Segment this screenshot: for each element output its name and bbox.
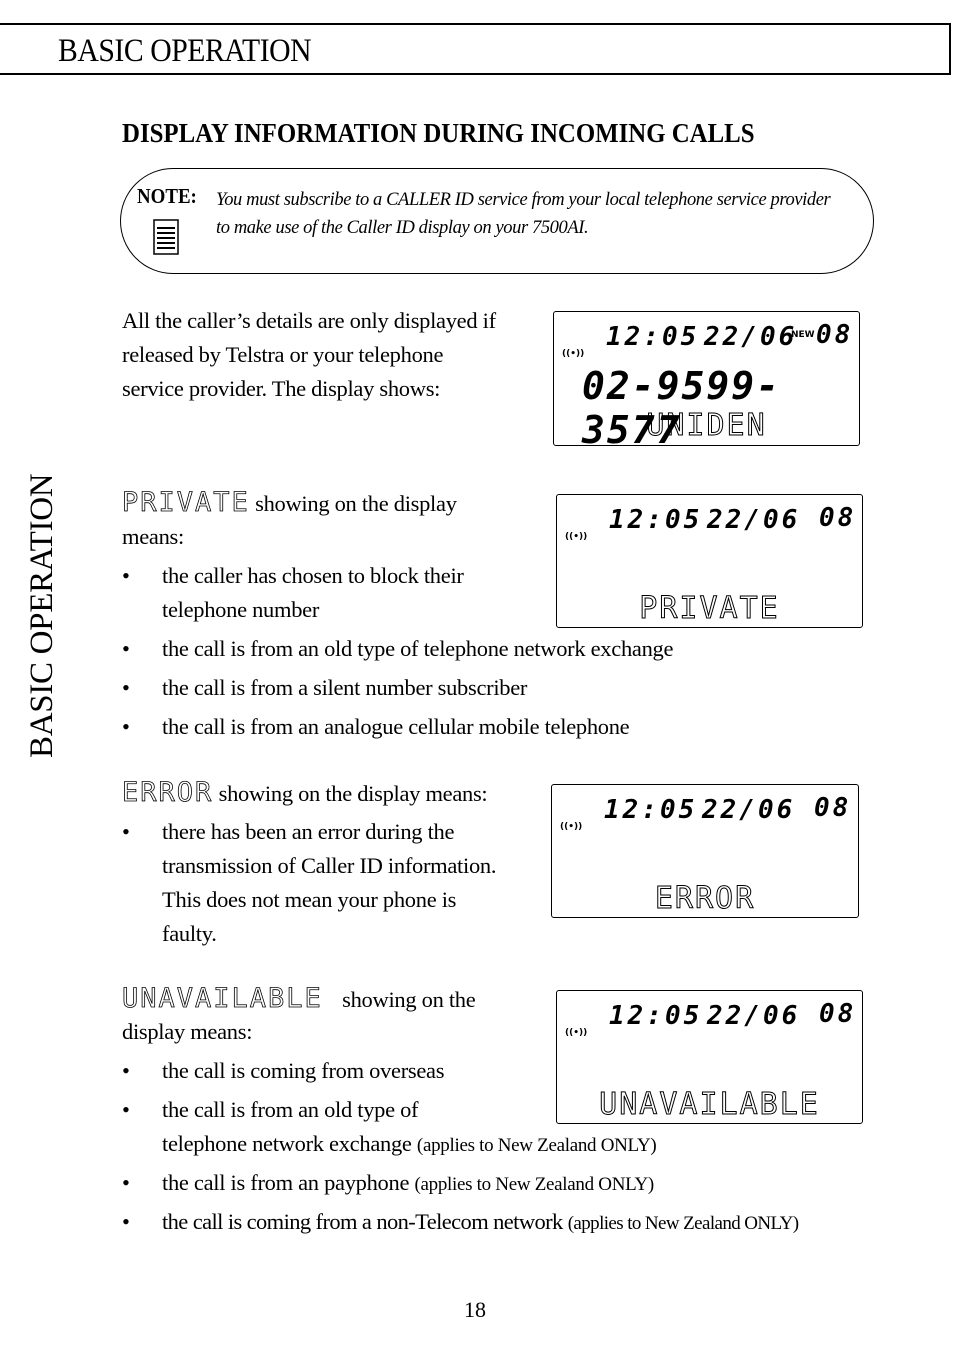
bullet-text: there has been an error during the <box>162 819 455 844</box>
bullet-text: the call is from an old type of telephone network exchange <box>162 636 674 661</box>
lcd-time: 12:05 <box>609 1001 703 1031</box>
bullet-text: This does not mean your phone is <box>162 887 457 912</box>
bullet-dot: • <box>122 819 130 844</box>
bullet-dot: • <box>122 714 130 739</box>
bullet-text <box>162 1127 656 1163</box>
bullet-text: the call is from an old type of <box>162 1097 419 1122</box>
lcd-display-private <box>556 494 863 628</box>
lcd-time: 12:05 <box>609 505 703 535</box>
private-lead-text: showing on the display <box>255 491 457 516</box>
unavailable-lead <box>122 982 475 1017</box>
nz-only-note: (applies to New Zealand ONLY) <box>414 1174 654 1195</box>
intro-paragraph <box>122 304 496 406</box>
nz-only-note: (applies to New Zealand ONLY) <box>567 1213 799 1234</box>
bullet-dot: • <box>122 1209 130 1234</box>
intro-line: released by Telstra or your telephone <box>122 342 444 367</box>
unavailable-lead2: display means: <box>122 1019 253 1044</box>
lcd-caller-name: UNIDEN <box>646 408 767 443</box>
bullet-text: the caller has chosen to block their <box>162 563 464 588</box>
private-lead2: means: <box>122 524 184 549</box>
private-word: PRIVATE <box>122 487 250 518</box>
unavailable-lead-text: showing on the <box>342 987 476 1012</box>
new-indicator: NEW <box>791 330 815 340</box>
bullet-dot: • <box>122 1097 130 1122</box>
nz-only-note: (applies to New Zealand ONLY) <box>416 1135 657 1156</box>
note-text <box>216 186 876 242</box>
lcd-phone-number: 02-9599-3577 <box>582 364 782 452</box>
ring-icon: ((•)) <box>562 349 585 359</box>
lcd-date: 22/06 <box>702 795 796 825</box>
lcd-count: 08 <box>819 503 857 533</box>
bullet-text-main: telephone network exchange <box>162 1131 412 1156</box>
bullet-dot: • <box>122 1058 130 1083</box>
bullet-text: telephone number <box>162 597 320 622</box>
lcd-caller-name: PRIVATE <box>639 591 780 626</box>
lcd-display-error <box>551 784 859 918</box>
lcd-display-unavailable <box>556 990 863 1124</box>
lcd-date: 22/06 <box>707 505 801 535</box>
ring-icon: ((•)) <box>565 532 588 542</box>
ring-icon: ((•)) <box>565 1028 588 1038</box>
error-lead-text: showing on the display means: <box>218 781 488 806</box>
lcd-caller-name: ERROR <box>654 881 756 916</box>
note-line: You must subscribe to a CALLER ID service from your local telephone service provider <box>216 190 831 210</box>
section-title: DISPLAY INFORMATION DURING INCOMING CALLS <box>122 118 755 148</box>
ring-icon: ((•)) <box>560 822 583 832</box>
note-pad-icon <box>153 216 179 256</box>
bullet-text: the call is coming from overseas <box>162 1058 445 1083</box>
lcd-time: 12:05 <box>606 322 700 352</box>
bullet-text-main: the call is from an payphone <box>162 1170 410 1195</box>
page-header-title: BASIC OPERATION <box>58 33 312 69</box>
bullet-text: transmission of Caller ID information. <box>162 853 497 878</box>
lcd-count: 08 <box>819 999 857 1029</box>
bullet-text: the call is from an analogue cellular mobile telephone <box>162 714 630 739</box>
intro-line: All the caller’s details are only displayed if <box>122 308 496 333</box>
lcd-date: 22/06 <box>704 322 798 352</box>
lcd-date: 22/06 <box>707 1001 801 1031</box>
unavailable-word: UNAVAILABLE <box>122 983 323 1014</box>
bullet-text-main: the call is coming from a non-Telecom network <box>162 1209 563 1234</box>
note-line: to make use of the Caller ID display on your 7500AI. <box>216 218 589 238</box>
page-number: 18 <box>464 1297 486 1322</box>
lcd-count: 08 <box>816 320 854 350</box>
lcd-caller-name: UNAVAILABLE <box>599 1087 820 1122</box>
lcd-display-uniden <box>553 311 860 452</box>
bullet-text: the call is from a silent number subscriber <box>162 675 528 700</box>
bullet-text: faulty. <box>162 921 217 946</box>
note-label: NOTE: <box>137 184 197 208</box>
private-lead <box>122 486 457 521</box>
bullet-dot: • <box>122 675 130 700</box>
bullet-dot: • <box>122 563 130 588</box>
error-word: ERROR <box>122 777 214 808</box>
lcd-time: 12:05 <box>604 795 698 825</box>
lcd-count: 08 <box>814 793 852 823</box>
bullet-dot: • <box>122 636 130 661</box>
side-tab-label: BASIC OPERATION <box>24 473 60 758</box>
bullet-dot: • <box>122 1170 130 1195</box>
intro-line: service provider. The display shows: <box>122 376 441 401</box>
bullet-text <box>162 1166 654 1202</box>
bullet-text <box>162 1205 798 1241</box>
error-lead <box>122 776 487 811</box>
